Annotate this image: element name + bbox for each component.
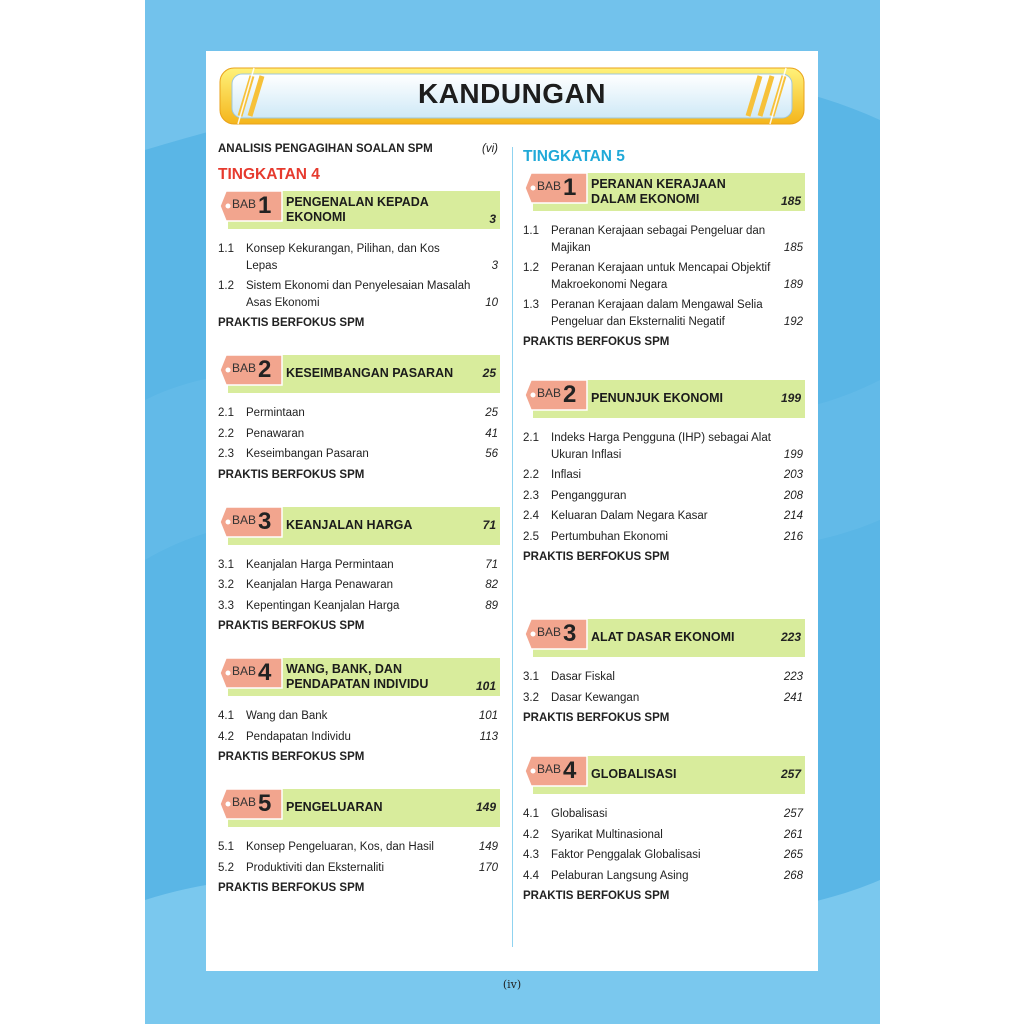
bab-label: BAB (232, 197, 257, 211)
bab-label: BAB (232, 512, 257, 527)
item-page: 265 (783, 849, 803, 861)
toc-item[interactable] (523, 467, 805, 484)
toc-item[interactable] (218, 708, 500, 725)
item-page: 189 (783, 278, 803, 291)
chapter-heading[interactable] (218, 656, 500, 696)
item-number: 2.3 (523, 489, 539, 502)
chapter-number: 3 (258, 507, 272, 535)
item-page: 268 (783, 869, 803, 882)
toc-item[interactable] (218, 446, 500, 463)
item-text: Keanjalan Harga Permintaan (246, 558, 394, 571)
item-text: Pengangguran (551, 489, 627, 502)
bab-tag (523, 617, 589, 651)
analisis-entry[interactable] (218, 143, 500, 165)
toc-item[interactable] (523, 690, 805, 707)
chapter-page: 223 (780, 630, 801, 644)
item-text: Globalisasi (551, 808, 608, 820)
item-text: Dasar Fiskal (551, 671, 615, 683)
item-text: Indeks Harga Pengguna (IHP) sebagai Alat Ukuran Inflasi (551, 432, 771, 461)
chapter-number: 4 (563, 757, 577, 784)
chapter-heading[interactable] (218, 505, 500, 545)
item-text: Kepentingan Keanjalan Harga (246, 599, 400, 612)
toc-item[interactable] (523, 297, 805, 330)
item-text: Pertumbuhan Ekonomi (551, 530, 668, 543)
chapter-heading[interactable] (218, 353, 500, 393)
column-divider (512, 147, 513, 947)
toc-item[interactable] (523, 488, 805, 505)
chapter-block (218, 656, 500, 763)
item-text: Penawaran (246, 427, 305, 440)
praktis-berfokus-spm[interactable]: PRAKTIS BERFOKUS SPM (218, 882, 365, 894)
chapter-page: 71 (482, 517, 496, 532)
chapter-page: 149 (475, 800, 496, 814)
bab-tag (218, 656, 284, 690)
item-text: Konsep Kekurangan, Pilihan, dan Kos Lepas (246, 243, 440, 272)
item-number: 4.2 (523, 828, 539, 841)
analisis-label: ANALISIS PENGAGIHAN SOALAN SPM (218, 143, 433, 155)
item-text: Faktor Penggalak Globalisasi (551, 849, 701, 861)
chapter-number: 4 (258, 659, 272, 686)
item-text: Konsep Pengeluaran, Kos, dan Hasil (246, 841, 434, 853)
chapter-title: WANG, BANK, DAN PENDAPATAN INDIVIDU (286, 662, 429, 691)
item-text: Produktiviti dan Eksternaliti (246, 861, 385, 874)
toc-item[interactable] (218, 278, 500, 311)
item-page: 192 (783, 315, 803, 328)
chapter-title: ALAT DASAR EKONOMI (591, 630, 735, 644)
chapter-number: 3 (563, 620, 577, 647)
chapter-page: 3 (489, 212, 496, 226)
chapter-number: 1 (563, 174, 577, 201)
praktis-berfokus-spm[interactable]: PRAKTIS BERFOKUS SPM (218, 317, 365, 329)
item-number: 4.3 (523, 849, 539, 861)
bab-label: BAB (537, 179, 562, 193)
toc-item[interactable] (523, 223, 805, 256)
item-text: Peranan Kerajaan untuk Mencapai Objektif Makroekonomi Negara (551, 262, 771, 291)
chapter-block (523, 754, 805, 902)
bab-tag (218, 787, 284, 821)
item-number: 3.2 (218, 579, 234, 591)
item-page: 25 (485, 407, 498, 419)
item-number: 1.1 (218, 243, 234, 255)
tingkatan-4-chapters (218, 189, 500, 894)
item-number: 1.2 (218, 280, 234, 292)
bab-label: BAB (232, 361, 257, 375)
title-banner (218, 66, 806, 126)
item-number: 4.4 (523, 869, 539, 882)
item-text: Peranan Kerajaan sebagai Pengeluar dan Majikan (551, 225, 766, 254)
chapter-block (523, 171, 805, 348)
toc-item[interactable] (523, 827, 805, 844)
item-text: Peranan Kerajaan dalam Mengawal Selia Pengeluar dan Eksternaliti Negatif (551, 299, 763, 328)
bab-tag (523, 754, 589, 788)
chapter-page: 257 (780, 767, 801, 781)
toc-item[interactable] (523, 430, 805, 463)
item-page: 10 (485, 296, 498, 309)
toc-item[interactable] (523, 847, 805, 864)
chapter-page: 25 (482, 366, 496, 380)
bab-tag (218, 505, 284, 539)
praktis-berfokus-spm[interactable]: PRAKTIS BERFOKUS SPM (523, 336, 670, 348)
item-page: 223 (783, 671, 803, 683)
chapter-block (218, 505, 500, 633)
toc-item[interactable] (523, 669, 805, 686)
chapter-heading[interactable] (218, 787, 500, 827)
toc-item[interactable] (218, 598, 500, 615)
item-text: Inflasi (551, 469, 582, 481)
item-page: 71 (485, 558, 498, 571)
item-number: 2.1 (523, 432, 539, 444)
item-page: 113 (479, 730, 498, 743)
item-number: 2.2 (523, 469, 539, 481)
chapter-block (218, 787, 500, 894)
chapter-heading[interactable] (218, 189, 500, 229)
chapter-title: KESEIMBANGAN PASARAN (286, 366, 454, 380)
column-tingkatan-5 (523, 147, 805, 902)
chapter-block (523, 617, 805, 724)
item-number: 2.1 (218, 407, 234, 419)
tingkatan-5-title: TINGKATAN 5 (523, 148, 625, 165)
item-number: 4.2 (218, 730, 234, 743)
praktis-berfokus-spm[interactable]: PRAKTIS BERFOKUS SPM (523, 712, 670, 724)
item-number: 2.4 (523, 510, 539, 522)
item-number: 1.3 (523, 299, 539, 311)
bab-label: BAB (537, 762, 562, 776)
item-text: Keseimbangan Pasaran (246, 448, 369, 460)
item-page: 203 (783, 469, 803, 481)
item-number: 2.5 (523, 530, 539, 543)
bab-label: BAB (232, 795, 257, 809)
praktis-berfokus-spm[interactable]: PRAKTIS BERFOKUS SPM (523, 551, 670, 563)
item-number: 3.2 (523, 691, 539, 704)
column-tingkatan-4 (218, 143, 500, 894)
analisis-page: (vi) (482, 143, 498, 155)
item-page: 199 (783, 448, 803, 461)
chapter-title: PENUNJUK EKONOMI (591, 391, 723, 405)
contents-page (206, 51, 818, 971)
item-page: 185 (783, 241, 803, 254)
chapter-title: PERANAN KERAJAAN DALAM EKONOMI (591, 177, 726, 206)
toc-item[interactable] (218, 860, 500, 877)
chapter-number: 2 (258, 356, 272, 383)
item-text: Permintaan (246, 407, 305, 419)
praktis-berfokus-spm[interactable]: PRAKTIS BERFOKUS SPM (218, 468, 365, 481)
item-text: Wang dan Bank (246, 710, 328, 722)
chapter-number: 5 (258, 790, 272, 817)
praktis-berfokus-spm[interactable]: PRAKTIS BERFOKUS SPM (218, 620, 365, 632)
chapter-page: 101 (475, 679, 496, 693)
toc-item[interactable] (218, 426, 500, 443)
bab-tag (523, 378, 589, 412)
item-page: 208 (783, 489, 803, 502)
chapter-number: 2 (563, 381, 577, 408)
chapter-page: 185 (780, 194, 801, 208)
item-number: 1.2 (523, 262, 539, 274)
item-page: 82 (485, 579, 498, 591)
chapter-title: PENGELUARAN (286, 800, 383, 814)
chapter-title: KEANJALAN HARGA (286, 517, 413, 532)
item-number: 3.3 (218, 599, 234, 612)
item-page: 170 (478, 861, 498, 874)
item-page: 56 (485, 448, 498, 460)
toc-item[interactable] (523, 806, 805, 823)
item-page: 3 (491, 259, 498, 272)
bab-tag (523, 171, 589, 205)
item-number: 4.1 (218, 710, 234, 722)
bab-tag (218, 189, 284, 223)
item-page: 101 (478, 710, 498, 722)
item-text: Keluaran Dalam Negara Kasar (551, 510, 708, 522)
chapter-heading[interactable] (523, 617, 805, 657)
bab-label: BAB (537, 625, 562, 639)
page-number: (iv) (502, 978, 522, 991)
item-text: Dasar Kewangan (551, 691, 640, 704)
chapter-heading[interactable] (523, 171, 805, 211)
item-page: 216 (783, 530, 803, 543)
chapter-block (218, 353, 500, 481)
toc-item[interactable] (218, 577, 500, 594)
tingkatan-5-chapters (523, 171, 805, 902)
item-number: 3.1 (218, 558, 234, 571)
item-page: 214 (783, 510, 803, 522)
chapter-title: PENGENALAN KEPADA EKONOMI (286, 195, 429, 224)
item-number: 3.1 (523, 671, 539, 683)
chapter-title: GLOBALISASI (591, 767, 677, 781)
praktis-berfokus-spm[interactable]: PRAKTIS BERFOKUS SPM (218, 751, 365, 763)
chapter-number: 1 (258, 192, 272, 219)
item-page: 41 (485, 427, 498, 440)
chapter-heading[interactable] (523, 754, 805, 794)
item-number: 1.1 (523, 225, 539, 237)
item-number: 4.1 (523, 808, 539, 820)
chapter-block (523, 378, 805, 563)
toc-item[interactable] (218, 557, 500, 574)
chapter-page: 199 (780, 391, 801, 405)
toc-item[interactable] (523, 508, 805, 525)
item-number: 5.2 (218, 861, 234, 874)
item-page: 261 (783, 828, 803, 841)
item-page: 257 (783, 808, 803, 820)
item-number: 5.1 (218, 841, 234, 853)
bab-label: BAB (232, 664, 257, 678)
toc-item[interactable] (218, 405, 500, 422)
tingkatan-4-title: TINGKATAN 4 (218, 166, 320, 183)
toc-item[interactable] (218, 241, 500, 274)
item-text: Sistem Ekonomi dan Penyelesaian Masalah Asas Ekonomi (246, 280, 471, 309)
chapter-block (218, 189, 500, 329)
toc-item[interactable] (523, 868, 805, 885)
item-text: Pendapatan Individu (246, 730, 351, 743)
item-number: 2.3 (218, 448, 234, 460)
chapter-heading[interactable] (523, 378, 805, 418)
item-text: Pelaburan Langsung Asing (551, 869, 689, 882)
toc-item[interactable] (523, 260, 805, 293)
item-text: Keanjalan Harga Penawaran (246, 579, 394, 591)
item-number: 2.2 (218, 427, 234, 440)
bab-label: BAB (537, 386, 562, 400)
item-page: 241 (783, 691, 803, 704)
item-page: 89 (485, 599, 498, 612)
page-title: KANDUNGAN (417, 78, 607, 109)
toc-item[interactable] (218, 729, 500, 746)
praktis-berfokus-spm[interactable]: PRAKTIS BERFOKUS SPM (523, 890, 670, 902)
toc-item[interactable] (523, 529, 805, 546)
toc-item[interactable] (218, 839, 500, 856)
item-page: 149 (478, 841, 498, 853)
item-text: Syarikat Multinasional (551, 828, 663, 841)
bab-tag (218, 353, 284, 387)
